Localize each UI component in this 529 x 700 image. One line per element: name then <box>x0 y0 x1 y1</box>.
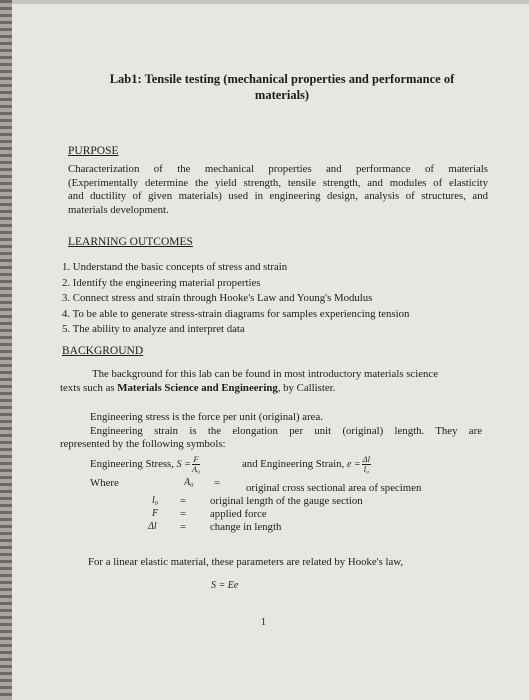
outcome-item: 5. The ability to analyze and interpret data <box>62 323 245 335</box>
outcome-item: 2. Identify the engineering material properties <box>62 276 261 289</box>
where-equals: = <box>180 521 187 533</box>
textbook-title: Materials Science and Engineering <box>117 382 278 394</box>
strain-definition: Engineering strain is the elongation per unit (original) length. They are <box>90 425 482 437</box>
symbols-intro: represented by the following symbols: <box>60 438 226 450</box>
learning-outcomes-heading: LEARNING OUTCOMES <box>68 236 193 248</box>
purpose-line: Characterization of the mechanical properties and performance of materials <box>68 163 488 175</box>
page-number: 1 <box>261 617 266 628</box>
background-line: texts such as Materials Science and Engineering, by Callister. <box>60 382 336 394</box>
where-meaning: original length of the gauge section <box>210 495 363 507</box>
stress-fraction: $\frac{F}{\text{A₀}}$ <box>191 454 201 474</box>
outcomes-list <box>62 260 409 338</box>
strain-formula: and Engineering Strain, e = $\frac{\Delta l}{\text{l₀}}$ <box>242 454 370 474</box>
where-symbol: F <box>152 508 159 519</box>
purpose-line: and ductility of given materials) used in engineering design, analysis of structures, and <box>68 190 488 202</box>
purpose-line: (Experimentally determine the yield strength, tensile strength, and modules of elasticity <box>68 176 488 189</box>
outcome-item: 1. Understand the basic concepts of stress and strain <box>62 261 288 273</box>
strain-fraction: $\frac{\Delta l}{\text{l₀}}$ <box>362 454 370 474</box>
lab-title-line1: Lab1: Tensile testing (mechanical properties and performance of <box>109 72 455 86</box>
lab-title-line2: materials) <box>254 88 310 102</box>
where-meaning: applied force <box>210 508 267 520</box>
background-line: The background for this lab can be found in most introductory materials science <box>92 368 438 380</box>
background-heading: BACKGROUND <box>62 345 144 357</box>
where-meaning: original cross sectional area of specimen <box>246 482 422 494</box>
where-meaning: change in length <box>210 521 282 533</box>
document-page <box>8 4 529 700</box>
outcome-item: 4. To be able to generate stress-strain diagrams for samples experiencing tension <box>62 307 410 320</box>
binding-edge <box>0 0 12 700</box>
where-symbol: Δl <box>148 521 157 532</box>
where-label: Where <box>90 477 119 489</box>
where-symbol: l₀ <box>152 495 159 506</box>
where-equals: = <box>180 495 187 507</box>
where-equals: = <box>214 477 221 489</box>
purpose-body <box>68 163 488 217</box>
outcome-item: 3. Connect stress and strain through Hooke's Law and Young's Modulus <box>62 292 373 304</box>
hookes-law-intro: For a linear elastic material, these parameters are related by Hooke's law, <box>88 556 404 568</box>
hookes-law-equation: S = Ee <box>211 580 239 591</box>
stress-formula: Engineering Stress, S = $\frac{F}{\text{A₀}}$ <box>90 454 201 474</box>
where-equals: = <box>180 508 187 520</box>
where-symbol: A₀ <box>184 477 194 488</box>
purpose-heading: PURPOSE <box>68 145 119 157</box>
stress-definition: Engineering stress is the force per unit (original) area. <box>90 411 323 423</box>
purpose-line: materials development. <box>68 203 169 216</box>
